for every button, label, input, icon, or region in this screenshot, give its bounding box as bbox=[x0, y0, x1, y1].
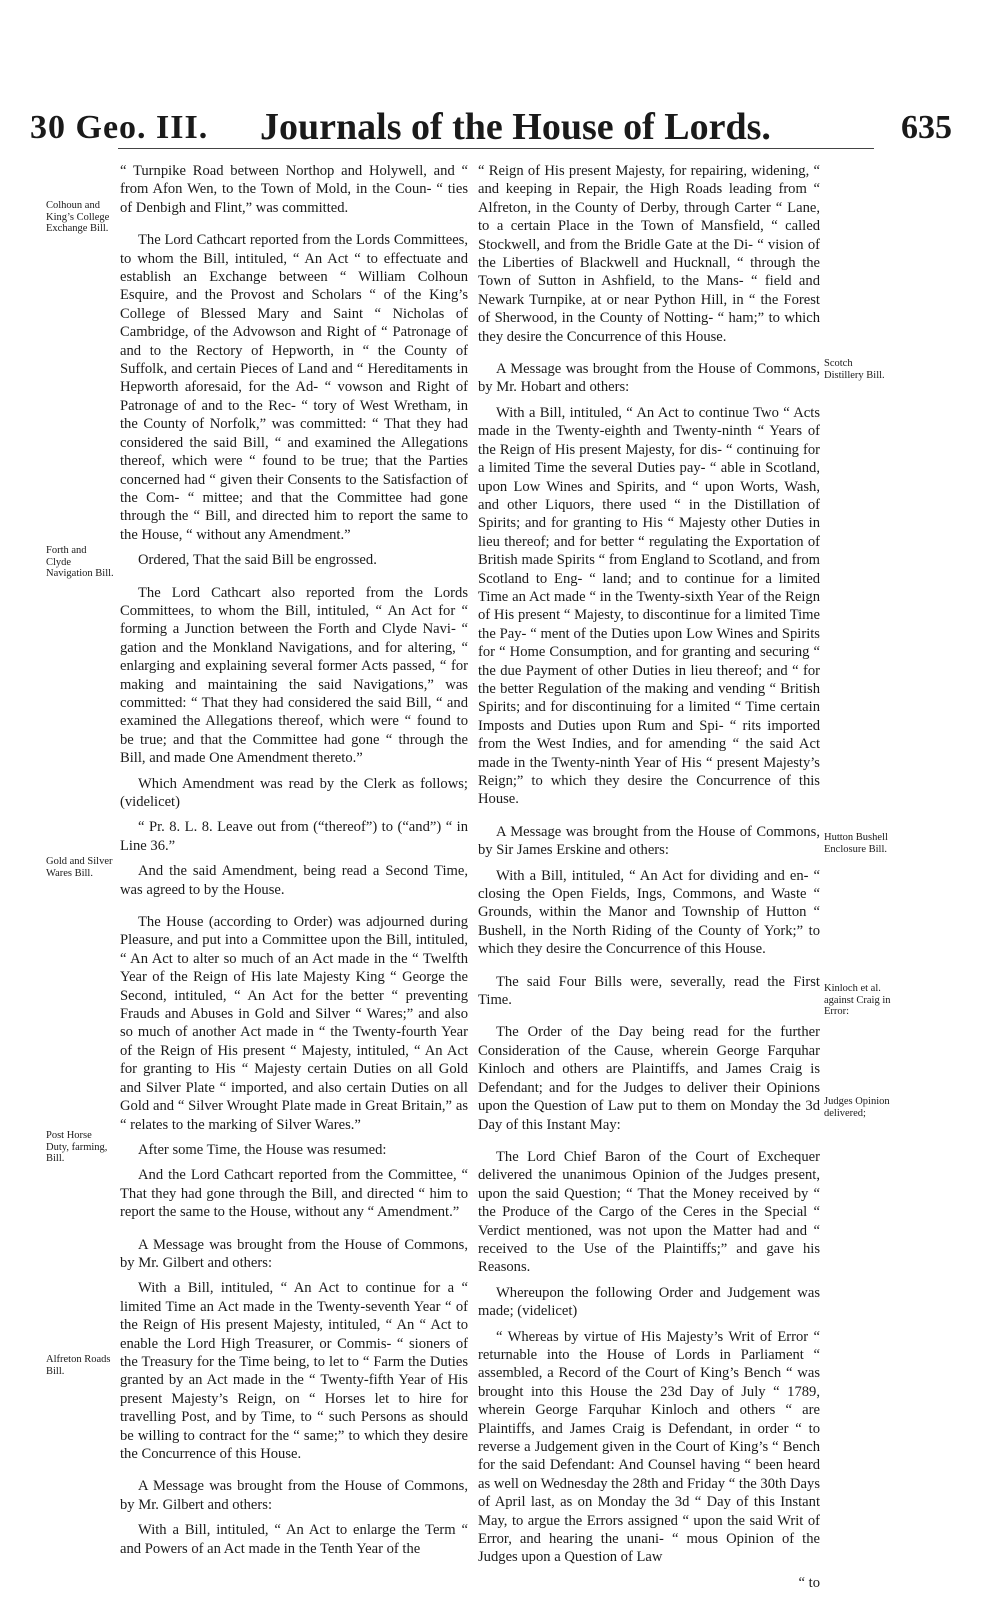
margin-note-hutton: Hutton Bushell Enclosure Bill. bbox=[824, 832, 888, 855]
paragraph: And the Lord Cathcart reported from the Committee, “ That they had gone through the Bill, and directed “ him to report the same to the House, without any “ Amendment.” bbox=[120, 1167, 468, 1221]
page-number: 635 bbox=[901, 109, 952, 146]
paragraph: “ Reign of His present Majesty, for repairing, widening, “ and keeping in Repair, the High Roads leading from “ Alfreton, in the County of Derby, through Carter “ Lane, to a certain Place in the Town of Mansfield, “ called Stockwell, and from the Bridle Gate at the Di- “ vision of the Liberties of Blackwell and Hucknall, “ through the Town of Sutton in Ashfield, to the Mans- “ field and Newark Turnpike, at or near Python Hill, in “ the Forest of Sherwood, in the County of Notting- “ ham;” to which they desire the Concurrence of this House. bbox=[478, 163, 820, 345]
paragraph: The Order of the Day being read for the further Consideration of the Cause, wherein George Farquhar Kinloch and others are Plaintiffs, and James Craig is Defendant; and for the Judges to deliver their Opinions upon the Question of Law put to them on Monday the 3d Day of this Instant May: bbox=[478, 1024, 820, 1133]
margin-note-judges: Judges Opinion delivered; bbox=[824, 1096, 890, 1119]
right-column bbox=[478, 162, 820, 1599]
margin-note-forth: Forth and Clyde Navigation Bill. bbox=[46, 545, 114, 579]
journal-title: Journals of the House of Lords. bbox=[260, 106, 771, 148]
margin-note-scotch: Scotch Distillery Bill. bbox=[824, 358, 885, 381]
paragraph: Which Amendment was read by the Clerk as follows; (videlicet) bbox=[120, 775, 468, 810]
header-rule bbox=[118, 148, 874, 149]
margin-note-gold: Gold and Silver Wares Bill. bbox=[46, 856, 113, 879]
page-header bbox=[30, 95, 962, 155]
paragraph: A Message was brought from the House of Commons, by Sir James Erskine and others: bbox=[478, 823, 820, 859]
margin-note-alfreton: Alfreton Roads Bill. bbox=[46, 1354, 111, 1377]
paragraph: The Lord Cathcart also reported from the Lords Committees, to whom the Bill, intituled, “ An Act for “ forming a Junction between the Forth and Clyde Navi- “ gation and the Monkland Navigations, and for altering, “ enlarging and explaining several former Acts passed, “ for making and maintaining the said Navigations,” was committed: “ That they had considered the said Bill, “ and examined the Allegations thereof, which were “ found to be true; and that the Committee had gone “ through the Bill, and made One Amendment thereto.” bbox=[120, 584, 468, 767]
margin-note-post-horse: Post Horse Duty, farming, Bill. bbox=[46, 1130, 108, 1164]
paragraph: A Message was brought from the House of Commons, by Mr. Gilbert and others: bbox=[120, 1478, 468, 1513]
paragraph: And the said Amendment, being read a Second Time, was agreed to by the House. bbox=[120, 863, 468, 898]
paragraph: With a Bill, intituled, “ An Act to enlarge the Term “ and Powers of an Act made in the Tenth Year of the bbox=[120, 1522, 468, 1557]
paragraph: A Message was brought from the House of Commons, by Mr. Gilbert and others: bbox=[120, 1236, 468, 1271]
paragraph: With a Bill, intituled, “ An Act for dividing and en- “ closing the Open Fields, Ings, Commons, and Waste “ Grounds, within the Manor and Township of Hutton “ Bushell, in the North Riding of the County of York;” to which they desire the Concurrence of this House. bbox=[478, 867, 820, 958]
paragraph: A Message was brought from the House of Commons, by Mr. Hobart and others: bbox=[478, 361, 820, 396]
margin-note-kinloch: Kinloch et al. against Craig in Error: bbox=[824, 983, 891, 1017]
paragraph: “ Pr. 8. L. 8. Leave out from (“thereof”) to (“and”) “ in Line 36.” bbox=[120, 819, 468, 854]
paragraph: After some Time, the House was resumed: bbox=[138, 1141, 387, 1158]
paragraph: The Lord Chief Baron of the Court of Exchequer delivered the unanimous Opinion of the Judges present, upon the said Question; “ That the Money received by “ the Produce of the Cargo of the Ceres in the Special “ Verdict mentioned, was not upon the Matter had and “ received to the Use of the Plaintiffs;” and gave his Reasons. bbox=[478, 1148, 820, 1276]
margin-note-colhoun: Colhoun and King’s College Exchange Bill. bbox=[46, 200, 110, 234]
regnal-year: 30 Geo. III. bbox=[30, 109, 209, 146]
paragraph: With a Bill, intituled, “ An Act to continue for a “ limited Time an Act made in the Twenty-seventh Year “ of the Reign of His present Majesty, intituled, “ An “ Act to enable the Lord High Treasurer, or Commis- “ sioners of the Treasury for the Time being, to let to “ Farm the Duties granted by an Act made in the “ Twenty-fifth Year of His present Majesty’s Reign, on “ Horses let to hire for travelling Post, and by Time, to “ such Persons as should be willing to contract for the “ same;” to which they desire the Concurrence of this House. bbox=[120, 1280, 468, 1462]
left-column bbox=[120, 162, 468, 1565]
paragraph: The House (according to Order) was adjourned during Pleasure, and put into a Committee upon the Bill, intituled, “ An Act to alter so much of an Act made in the “ Twelfth Year of the Reign of His late Majesty King “ George the Second, intituled, “ An Act for the better “ preventing Frauds and Abuses in Gold and Silver “ Wares;” and also so much of another Act made in “ the Twenty-fourth Year of the Reign of His present “ Majesty, intituled, “ An Act for granting to His “ Majesty certain Duties on all Gold and Silver Plate “ imported, and also certain Duties on all Gold and “ Silver Wrought Plate made in Great Britain,” as “ relates to the marking of Silver Wares.” bbox=[120, 914, 468, 1133]
paragraph: Ordered, That the said Bill be engrossed. bbox=[138, 552, 377, 569]
paragraph: With a Bill, intituled, “ An Act to continue Two “ Acts made in the Twenty-eighth and Twenty-ninth “ Years of the Reign of His present Majesty, for dis- “ continuing for a limited Time the several Duties pay- “ able in Scotland, upon Low Wines and Spirits, and “ upon Worts, Wash, and other Liquors, there used “ in the Distillation of Spirits; and for granting to His “ Majesty other Duties in lieu thereof; and for better “ regulating the Exportation of British made Spirits “ from England to Scotland, and from Scotland to Eng- “ land; and to continue for a limited Time an Act made “ in the Twenty-sixth Year of the Reign of His present “ Majesty, to discontinue for a limited Time the Pay- “ ment of the Duties upon Low Wines and Spirits for “ Home Consumption, and for granting and securing “ the due Payment of other Duties in lieu thereof; and “ for the better Regulation of the making and vending “ British Spirits; and for discontinuing for a limited “ Time certain Imposts and Duties upon Rum and Spi- “ rits imported from the West Indies, and for amending “ the said Act made in the Twenty-ninth Year of His “ present Majesty’s Reign;” to which they desire the Concurrence of this House. bbox=[478, 404, 820, 808]
catchword: “ to bbox=[798, 1574, 820, 1591]
paragraph: The Lord Cathcart reported from the Lords Committees, to whom the Bill, intituled, “ An Act “ to effectuate and establish an Exchange between “ William Colhoun Esquire, and the Provost and Scholars “ of the King’s College of Blessed Mary and Saint “ Nicholas of Cambridge, of the Advowson and Right of “ Patronage of and to the Rectory of Hepworth, in “ the County of Suffolk, and certain Pieces of Land and “ Hereditaments in Hepworth aforesaid, for the Ad- “ vowson and Right of Patronage of and to the Rec- “ tory of West Wretham, in the County of Norfolk,” was committed: “ That they had considered the said Bill, “ and examined the Allegations thereof, which were “ found to be true; that the Parties concerned had “ given their Consents to the Satisfaction of the Com- “ mittee; and that the Committee had gone through the “ Bill, and directed him to report the same to the House, “ without any Amendment.” bbox=[120, 232, 468, 543]
paragraph: “ Whereas by virtue of His Majesty’s Writ of Error “ returnable into the House of Lords in Parliament “ assembled, a Record of the Court of King’s Bench “ was brought into this House the 23d Day of July “ 1789, wherein George Farquhar Kinloch and others “ are Plaintiffs, and James Craig is Defendant, in order “ to reverse a Judgement given in the Court of King’s “ Bench for the said Defendant: And Counsel having “ been heard as well on Wednesday the 28th and Friday “ the 30th Days of April last, as on Monday the 3d “ Day of this Instant May, to argue the Errors assigned “ upon the said Writ of Error, and hearing the unani- “ mous Opinion of the Judges upon a Question of Law bbox=[478, 1328, 820, 1566]
paragraph: The said Four Bills were, severally, read the First Time. bbox=[478, 973, 820, 1009]
paragraph: Whereupon the following Order and Judgement was made; (videlicet) bbox=[478, 1284, 820, 1320]
paragraph: “ Turnpike Road between Northop and Holywell, and “ from Afon Wen, to the Town of Mold, in the Coun- “ ties of Denbigh and Flint,” was committed. bbox=[120, 163, 468, 216]
